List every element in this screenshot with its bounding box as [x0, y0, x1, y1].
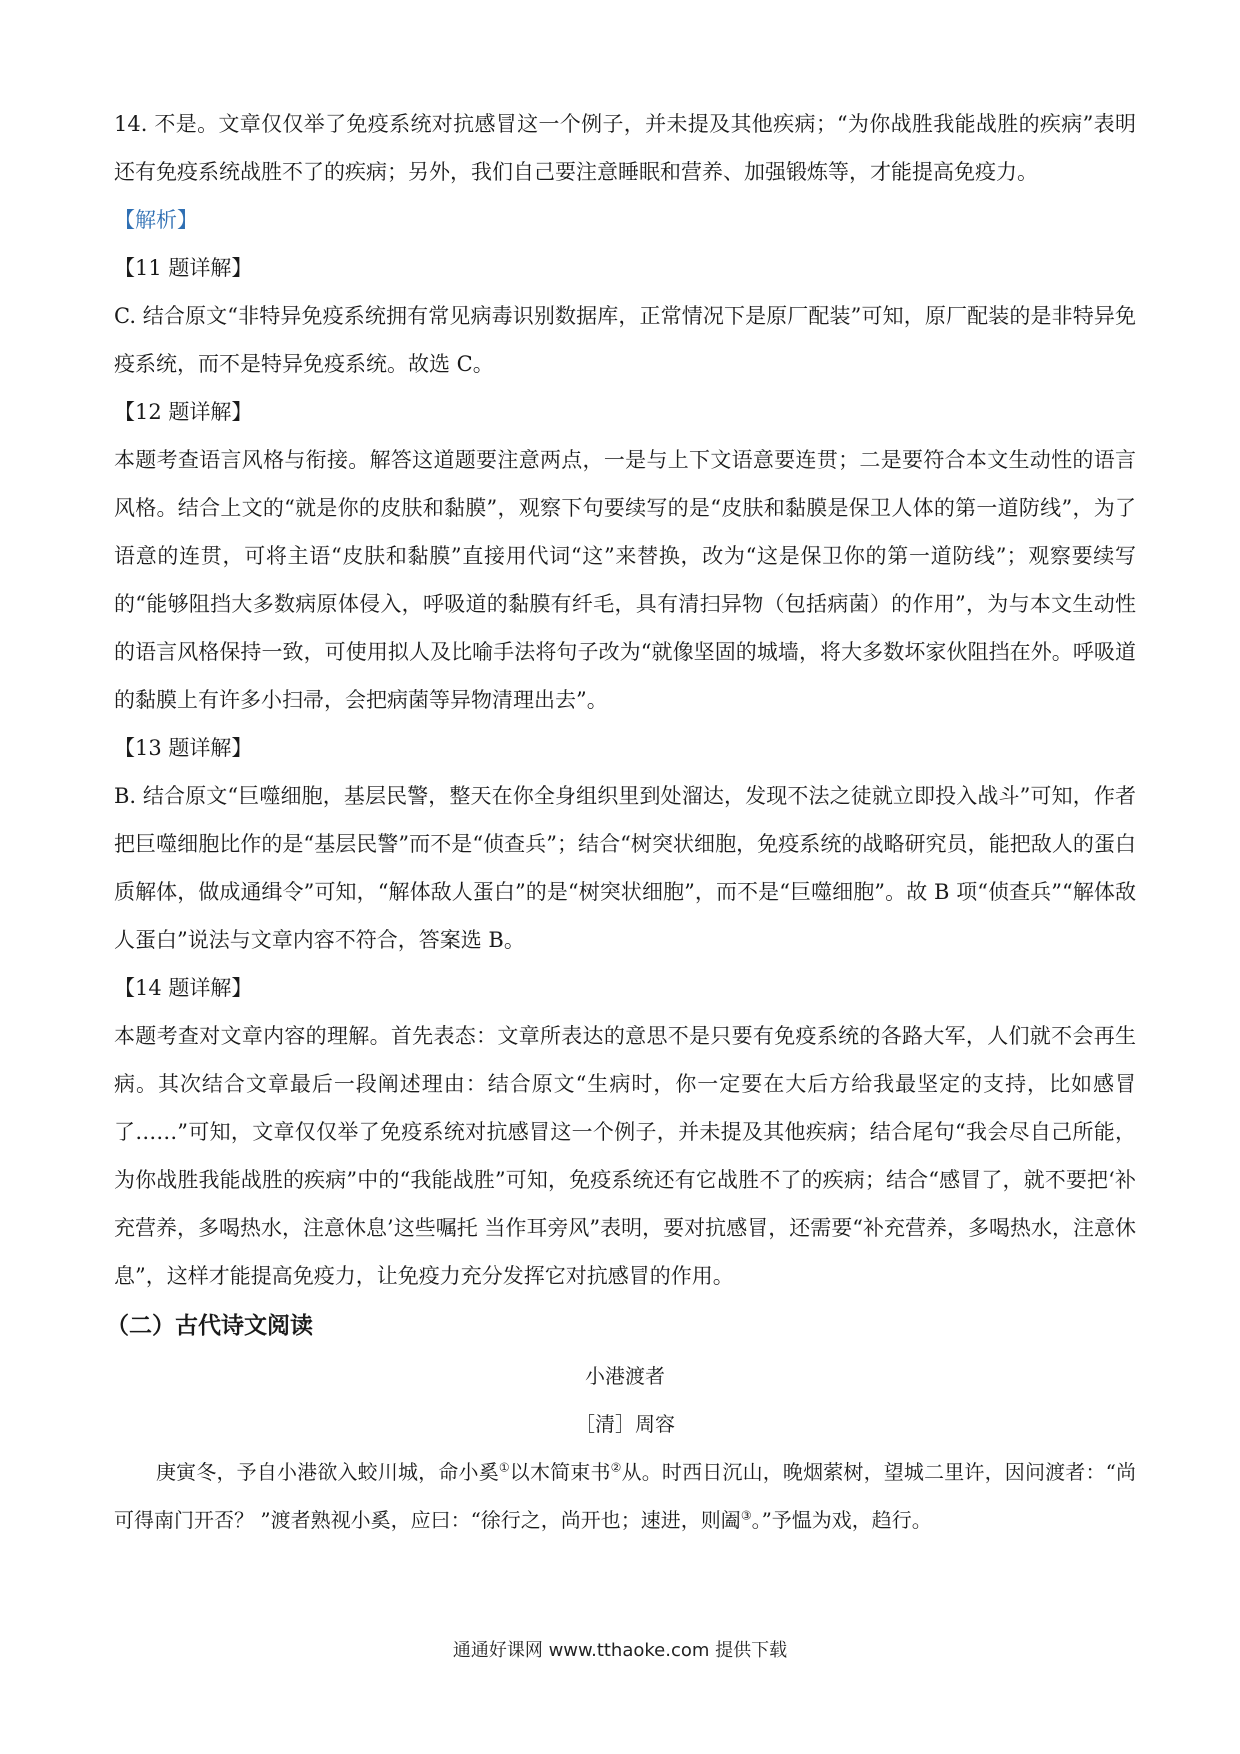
q14-answer: 14. 不是。文章仅仅举了免疫系统对抗感冒这一个例子，并未提及其他疾病；“为你战胜我能战胜的疾病”表明还有免疫系统战胜不了的疾病；另外，我们自己要注意睡眠和营养、加强锻炼等，才能提高免疫力。 [114, 112, 1136, 184]
footnote-marker-1: ① [498, 1460, 510, 1475]
section-heading: （二）古代诗文阅读 [106, 1313, 313, 1339]
poem-title: 小港渡者 [585, 1364, 665, 1388]
poem-author: ［清］周容 [575, 1412, 675, 1436]
poem-text-4: 。”予愠为戏，趋行。 [751, 1508, 932, 1532]
poem-text-1: 庚寅冬，予自小港欲入蛟川城，命小奚 [156, 1460, 499, 1484]
poem-text-3: 从。时西日沉山，晚烟萦树，望城二里许，因问渡者：“尚可得南门开否？ ”渡者熟视小奚，应曰：“徐行之，尚开也；速进，则阖 [114, 1460, 1137, 1532]
classical-text [114, 1352, 1136, 1544]
q13-heading: 【13 题详解】 [114, 736, 253, 760]
q11-explanation: C. 结合原文“非特异免疫系统拥有常见病毒识别数据库，正常情况下是原厂配装”可知，原厂配装的是非特异免疫系统，而不是特异免疫系统。故选 C。 [114, 304, 1136, 376]
analysis-label: 【解析】 [114, 208, 198, 232]
footnote-marker-3: ③ [740, 1508, 752, 1523]
poem-body [114, 1448, 1136, 1544]
q12-heading: 【12 题详解】 [114, 400, 253, 424]
page-footer: 通通好课网 www.tthaoke.com 提供下载 [452, 1640, 788, 1661]
page-content [106, 100, 1137, 1544]
q14-explanation: 本题考查对文章内容的理解。首先表态：文章所表达的意思不是只要有免疫系统的各路大军，人们就不会再生病。其次结合文章最后一段阐述理由：结合原文“生病时，你一定要在大后方给我最坚定的支持，比如感冒了……”可知，文章仅仅举了免疫系统对抗感冒这一个例子，并未提及其他疾病；结合尾句“我会尽自己所能，为你战胜我能战胜的疾病”中的“我能战胜”可知，免疫系统还有它战胜不了的疾病；结合“感冒了，就不要把‘补充营养，多喝热水，注意休息’这些嘱托 当作耳旁风”表明，要对抗感冒，还需要“补充营养，多喝热水，注意休息”，这样才能提高免疫力，让免疫力充分发挥它对抗感冒的作用。 [114, 1024, 1136, 1288]
q11-heading: 【11 题详解】 [114, 256, 253, 280]
q12-explanation: 本题考查语言风格与衔接。解答这道题要注意两点，一是与上下文语意要连贯；二是要符合本文生动性的语言风格。结合上文的“就是你的皮肤和黏膜”，观察下句要续写的是“皮肤和黏膜是保卫人体的第一道防线”，为了语意的连贯，可将主语“皮肤和黏膜”直接用代词“这”来替换，改为“这是保卫你的第一道防线”；观察要续写的“能够阻挡大多数病原体侵入，呼吸道的黏膜有纤毛，具有清扫异物（包括病菌）的作用”，为与本文生动性的语言风格保持一致，可使用拟人及比喻手法将句子改为“就像坚固的城墙，将大多数坏家伙阻挡在外。呼吸道的黏膜上有许多小扫帚，会把病菌等异物清理出去”。 [114, 448, 1136, 712]
footnote-marker-2: ② [610, 1460, 622, 1475]
q14-heading: 【14 题详解】 [114, 976, 253, 1000]
q13-explanation: B. 结合原文“巨噬细胞，基层民警，整天在你全身组织里到处溜达，发现不法之徒就立即投入战斗”可知，作者把巨噬细胞比作的是“基层民警”而不是“侦查兵”；结合“树突状细胞，免疫系统的战略研究员，能把敌人的蛋白质解体，做成通缉令”可知，“解体敌人蛋白”的是“树突状细胞”，而不是“巨噬细胞”。故 B 项“侦查兵”“解体敌人蛋白”说法与文章内容不符合，答案选 B。 [114, 784, 1136, 952]
poem-text-2: 以木简束书 [509, 1460, 611, 1484]
